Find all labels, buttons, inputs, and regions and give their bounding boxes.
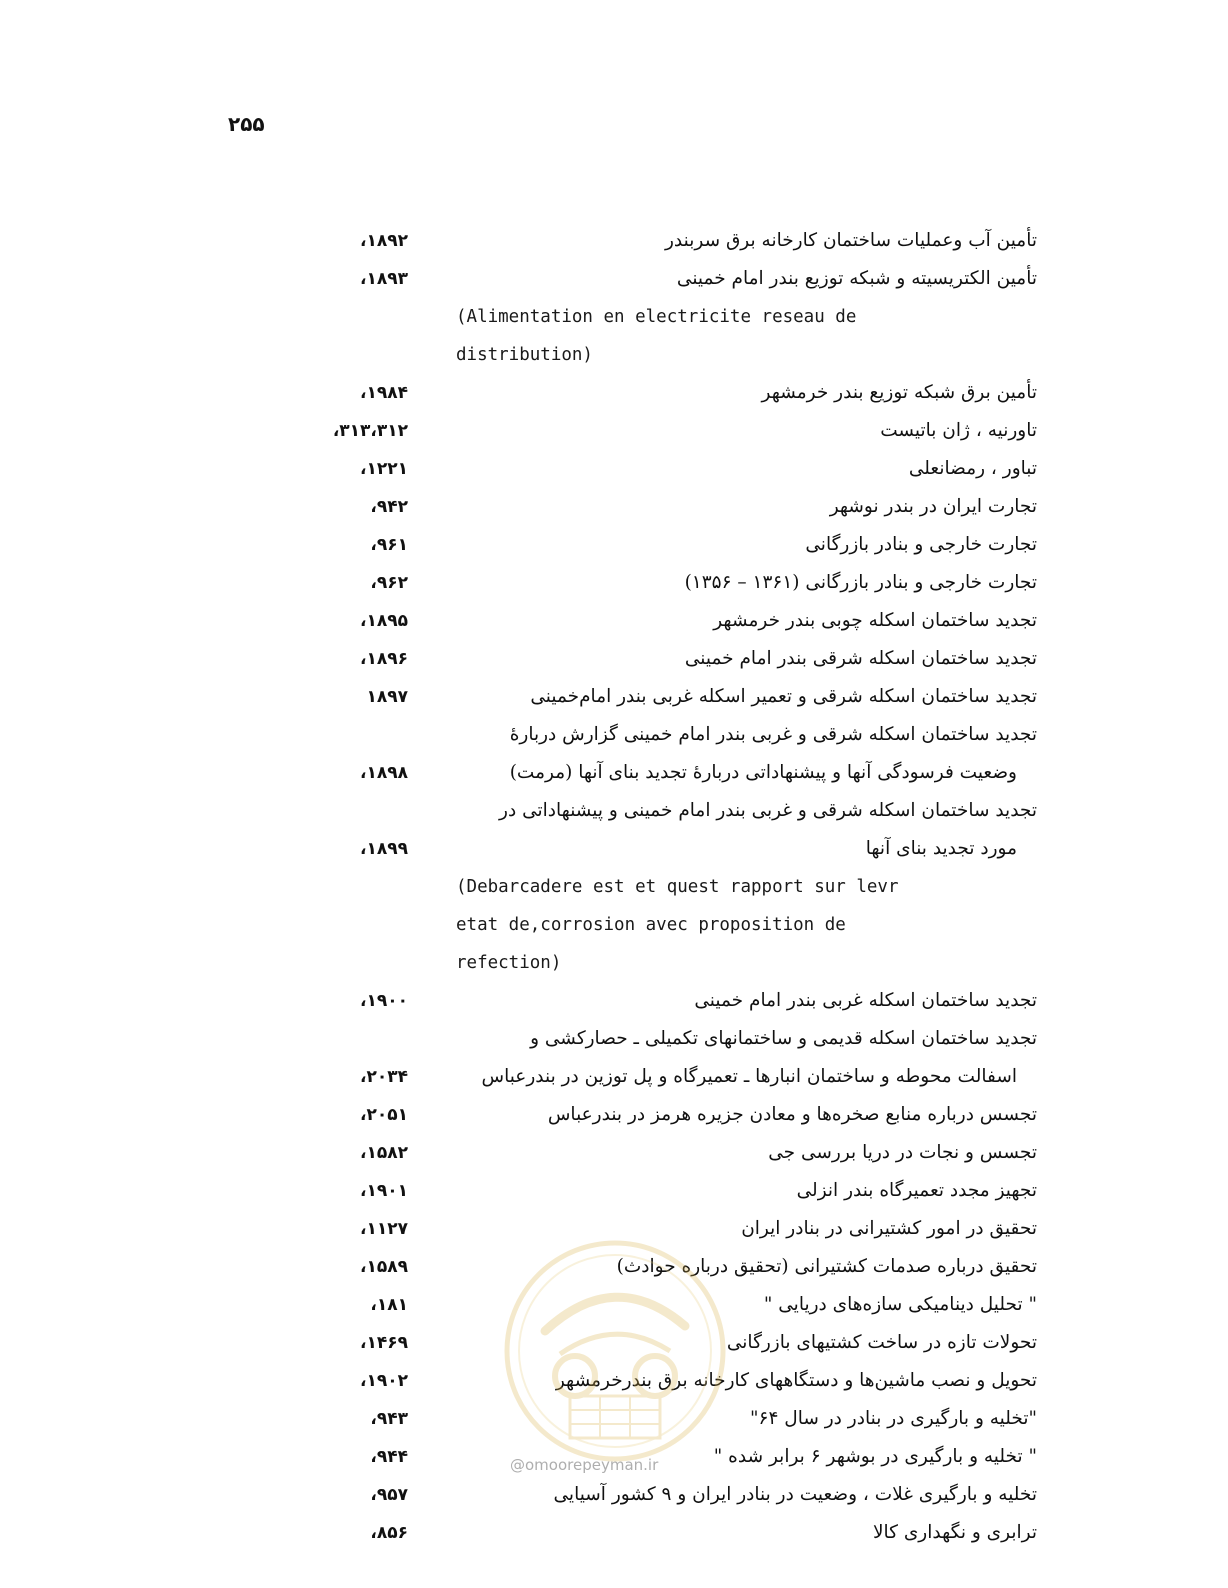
entry-title: وضعیت فرسودگی آنها و پیشنهاداتی درباره‌ٔ تجدید بنای آنها (مرمت) <box>509 762 1017 783</box>
entry-reference-number: ۸۵۶، <box>370 1523 408 1543</box>
entry-title: " تخلیه و بارگیری در بوشهر ۶ برابر شده " <box>713 1446 1037 1467</box>
entry-latin-text: (Debarcadere est et quest rapport sur levr <box>456 877 899 897</box>
entry-title: ترابری و نگهداری کالا <box>872 1522 1037 1543</box>
index-entry <box>300 336 1045 374</box>
entry-reference-number: ۱۵۸۹، <box>360 1257 408 1277</box>
entry-reference-number: ۹۴۳، <box>370 1409 408 1429</box>
index-entry <box>300 374 1045 412</box>
index-entry <box>300 488 1045 526</box>
index-entry <box>300 1020 1045 1058</box>
index-entry <box>300 1476 1045 1514</box>
index-entry <box>300 1248 1045 1286</box>
index-entry <box>300 1172 1045 1210</box>
index-entry <box>300 1286 1045 1324</box>
entry-latin-text: refection) <box>456 953 562 973</box>
entry-title: تجهیز مجدد تعمیرگاه بندر انزلی <box>796 1180 1037 1201</box>
entry-reference-number: ۱۵۸۲، <box>360 1143 408 1163</box>
index-entry <box>300 830 1045 868</box>
index-entry <box>300 678 1045 716</box>
entry-title: تباور ، رمضانعلی <box>908 458 1037 479</box>
index-entry <box>300 526 1045 564</box>
index-entry <box>300 754 1045 792</box>
entry-title: "تخلیه و بارگیری در بنادر در سال ۶۴" <box>750 1408 1037 1429</box>
entry-reference-number: ۲۰۵۱، <box>360 1105 408 1125</box>
entry-title: تاورنیه ، ژان باتیست <box>880 420 1037 441</box>
watermark-text: @omoorepeyman.ir <box>510 1456 659 1474</box>
index-entry <box>300 1210 1045 1248</box>
entry-reference-number: ۹۵۷، <box>370 1485 408 1505</box>
entry-reference-number: ۱۸۹۲، <box>360 231 408 251</box>
entry-reference-number: ۱۸۹۳، <box>360 269 408 289</box>
index-entry <box>300 222 1045 260</box>
index-entry <box>300 564 1045 602</box>
entry-reference-number: ۱۲۲۱، <box>360 459 408 479</box>
entry-reference-number: ۱۴۶۹، <box>360 1333 408 1353</box>
entry-reference-number: ۹۶۲، <box>370 573 408 593</box>
index-entry <box>300 1058 1045 1096</box>
index-entry <box>300 982 1045 1020</box>
entry-title: تجسس درباره منابع صخره‌ها و معادن جزیره هرمز در بندرعباس <box>547 1104 1037 1125</box>
index-entry <box>300 298 1045 336</box>
entry-title: " تحلیل دینامیکی سازه‌های دریایی " <box>763 1294 1037 1315</box>
index-entry <box>300 602 1045 640</box>
entry-title: تجدید ساختمان اسکله شرقی و تعمیر اسکله غربی بندر امام‌خمینی <box>530 686 1037 707</box>
index-entry <box>300 1096 1045 1134</box>
index-entry <box>300 1400 1045 1438</box>
entry-reference-number: ۱۹۸۴، <box>360 383 408 403</box>
entry-reference-number: ۹۶۱، <box>370 535 408 555</box>
entry-title: تجارت ایران در بندر نوشهر <box>829 496 1037 517</box>
entry-reference-number: ۱۸۹۶، <box>360 649 408 669</box>
entry-reference-number: ۱۹۰۲، <box>360 1371 408 1391</box>
index-entry <box>300 944 1045 982</box>
entry-reference-number: ۹۴۲، <box>370 497 408 517</box>
index-entry <box>300 1324 1045 1362</box>
entry-title: تجدید ساختمان اسکله شرقی بندر امام خمینی <box>684 648 1037 669</box>
entry-reference-number: ۱۸۹۹، <box>360 839 408 859</box>
entry-title: تجدید ساختمان اسکله چوبی بندر خرمشهر <box>713 610 1037 631</box>
entry-title: تأمین الکتریسیته و شبکه توزیع بندر امام خمینی <box>676 268 1037 289</box>
entry-reference-number: ۱۸۹۸، <box>360 763 408 783</box>
entry-reference-number: ۱۸۹۷ <box>366 687 408 707</box>
index-entry <box>300 716 1045 754</box>
index-entry <box>300 792 1045 830</box>
entry-title: تحقیق در امور کشتیرانی در بنادر ایران <box>741 1218 1037 1239</box>
entry-title: تحقیق درباره صدمات کشتیرانی (تحقیق درباره حوادث) <box>616 1256 1037 1277</box>
index-entry <box>300 1134 1045 1172</box>
entry-reference-number: ۲۰۳۴، <box>360 1067 408 1087</box>
entry-title: تجدید ساختمان اسکله شرقی و غربی بندر امام خمینی گزارش درباره‌ٔ <box>509 724 1037 745</box>
entry-title: تجدید ساختمان اسکله شرقی و غربی بندر امام خمینی و پیشنهاداتی در <box>499 800 1037 821</box>
entry-title: تأمین آب وعملیات ساختمان کارخانه برق سربندر <box>664 230 1037 251</box>
index-entry <box>300 1362 1045 1400</box>
index-entry <box>300 868 1045 906</box>
entry-title: تأمین برق شبکه توزیع بندر خرمشهر <box>761 382 1037 403</box>
index-entry <box>300 640 1045 678</box>
entry-reference-number: ۳۱۳،۳۱۲، <box>332 421 408 441</box>
entry-title: تخلیه و بارگیری غلات ، وضعیت در بنادر ایران و ۹ کشور آسیایی <box>553 1484 1037 1505</box>
index-entry <box>300 260 1045 298</box>
entry-title: تجدید ساختمان اسکله غربی بندر امام خمینی <box>694 990 1037 1011</box>
page-number: ۲۵۵ <box>228 112 265 136</box>
entry-reference-number: ۱۹۰۰، <box>360 991 408 1011</box>
entry-title: تجارت خارجی و بنادر بازرگانی (۱۳۶۱ – ۱۳۵۶) <box>684 572 1037 593</box>
entry-title: تجدید ساختمان اسکله قدیمی و ساختمانهای تکمیلی ـ حصارکشی و <box>530 1028 1037 1049</box>
entry-latin-text: (Alimentation en electricite reseau de <box>456 307 857 327</box>
entry-reference-number: ۱۹۰۱، <box>360 1181 408 1201</box>
index-entry <box>300 412 1045 450</box>
entry-reference-number: ۱۸۹۵، <box>360 611 408 631</box>
entry-title: تجارت خارجی و بنادر بازرگانی <box>805 534 1037 555</box>
index-list <box>300 222 1045 1552</box>
entry-reference-number: ۹۴۴، <box>370 1447 408 1467</box>
entry-title: اسفالت محوطه و ساختمان انبارها ـ تعمیرگاه و پل توزین در بندرعباس <box>481 1066 1017 1087</box>
index-entry <box>300 1438 1045 1476</box>
entry-latin-text: distribution) <box>456 345 593 365</box>
entry-reference-number: ۱۱۲۷، <box>360 1219 408 1239</box>
entry-reference-number: ۱۸۱، <box>370 1295 408 1315</box>
entry-title: تجسس و نجات در دریا بررسی جی <box>768 1142 1037 1163</box>
entry-latin-text: etat de,corrosion avec proposition de <box>456 915 846 935</box>
entry-title: تحویل و نصب ماشین‌ها و دستگاههای کارخانه برق بندرخرمشهر <box>555 1370 1037 1391</box>
index-entry <box>300 906 1045 944</box>
index-entry <box>300 1514 1045 1552</box>
entry-title: تحولات تازه در ساخت کشتیهای بازرگانی <box>726 1332 1037 1353</box>
index-entry <box>300 450 1045 488</box>
entry-title: مورد تجدید بنای آنها <box>865 838 1017 859</box>
